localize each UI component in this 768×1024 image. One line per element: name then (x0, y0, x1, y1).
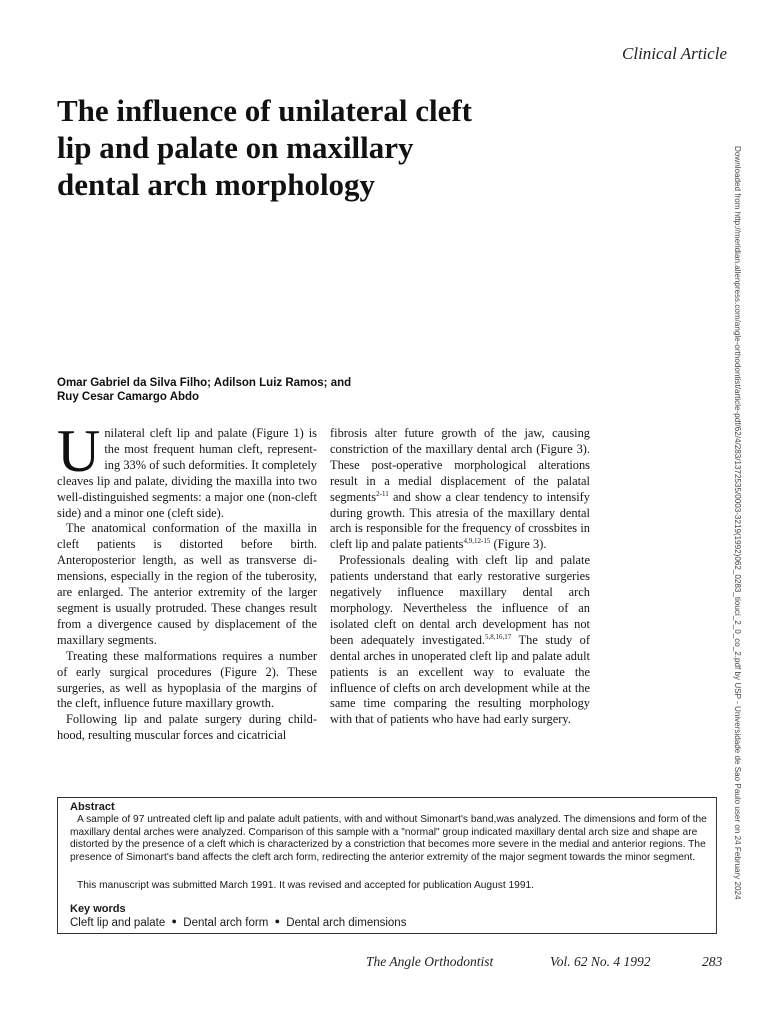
author-line-2: Ruy Cesar Camargo Abdo (57, 391, 200, 403)
abstract-box (57, 797, 717, 934)
author-list (57, 376, 477, 404)
bullet-icon: ● (274, 916, 280, 926)
download-watermark: Downloaded from http://meridian.allenpress.com/angle-orthodontist/article-pdf/62/4/283/1372535/0003-3219(1992)062_0283_tiouci_2_0_co_2.pdf by USP - Universidade de Sao Paulo user on 24 February 2024 (733, 146, 742, 900)
paragraph (330, 553, 590, 728)
keyword: Dental arch form (183, 917, 269, 929)
paragraph-text: and show a clear tendency to intensify during growth. This atresia of the maxillary dental arch is responsible for the frequency of crossbites in cleft lip and palate patients (330, 489, 590, 552)
article-title: The influence of unilateral cleft lip and palate on maxillary dental arch morphology (57, 93, 472, 202)
paragraph (57, 418, 317, 521)
drop-cap: U (57, 418, 101, 484)
keywords-list (70, 916, 406, 929)
paragraph-text: nilateral cleft lip and palate (Figure 1) is the most frequent human cleft, representing 33% of such deformities. It completely cleaves lip and palate, dividing the maxilla into two well-distinguished segments: a major one (non-cleft side) and a minor one (cleft side). (57, 426, 317, 520)
footer-volume: Vol. 62 No. 4 1992 (550, 954, 651, 969)
bullet-icon: ● (171, 916, 177, 926)
paragraph: The anatomical conformation of the maxilla in cleft patients is distorted before birth. Anteroposterior length, as well as transverse dimensions, especially in the region of the tuberosity, are enlarged. The anterior extremity of the larger segment is usually protruded. These changes result from a divergence caused by displacement of the maxillary segments. (57, 521, 317, 647)
author-line-1: Omar Gabriel da Silva Filho; Adilson Luiz Ramos; and (57, 377, 352, 389)
citation-ref: 4,9,12-15 (463, 537, 491, 546)
paragraph-text: (Figure 3). (490, 537, 547, 552)
abstract-heading: Abstract (70, 801, 115, 813)
running-head: Clinical Article (622, 44, 727, 63)
body-column-right (330, 426, 590, 728)
paragraph: Treating these malformations requires a number of early surgical procedures (Figure 2). These surgeries, as well as hypoplasia of the margins of the cleft, influence future maxillary growth. (57, 648, 317, 711)
abstract-text: A sample of 97 untreated cleft lip and palate adult patients, with and without Simonart's band,was analyzed. The dimensions and form of the maxillary dental arches were analyzed. Comparison of this sample with a "normal" group indicated maxillary dental arch size and shape are distorted by the presence of a cleft which is characterized by a constriction that becomes more severe in the medial and anterior regions. The presence of Simonart's band affects the cleft arch form, redirecting the anterior extremity of the major segment towards the minor segment. (70, 814, 707, 863)
paragraph-text: fibrosis alter future growth of the jaw, causing constriction of the maxillary dental arch (Figure 3). These post-operative morphological alterations result in a medial displacement of the palatal segments (330, 426, 590, 504)
paragraph: Following lip and palate surgery during childhood, resulting muscular forces and cicatricial (57, 712, 317, 743)
paragraph (330, 426, 590, 553)
footer-journal: The Angle Orthodontist (366, 954, 494, 969)
keywords-heading: Key words (70, 903, 126, 915)
keyword: Cleft lip and palate (70, 917, 166, 929)
keyword: Dental arch dimensions (286, 917, 407, 929)
submission-note: This manuscript was submitted March 1991. It was revised and accepted for publication August 1991. (77, 880, 534, 891)
body-column-left (57, 418, 317, 744)
citation-ref: 2-11 (376, 489, 389, 498)
paragraph-text: Professionals dealing with cleft lip and palate patients understand that early restorative surgeries negatively influence maxillary dental arch morphology. Nevertheless the influence of an isolated cleft on dental arch development has not been adequately investigated. (330, 553, 590, 647)
page-number: 283 (702, 954, 723, 969)
paragraph-text: The study of dental arches in unoperated cleft lip and palate adult patients is an excellent way to evaluate the influence of clefts on arch development while at the same time comparing the resulting morphology with that of patients who have had early surgery. (330, 632, 590, 727)
citation-ref: 5,8,16,17 (485, 632, 512, 641)
